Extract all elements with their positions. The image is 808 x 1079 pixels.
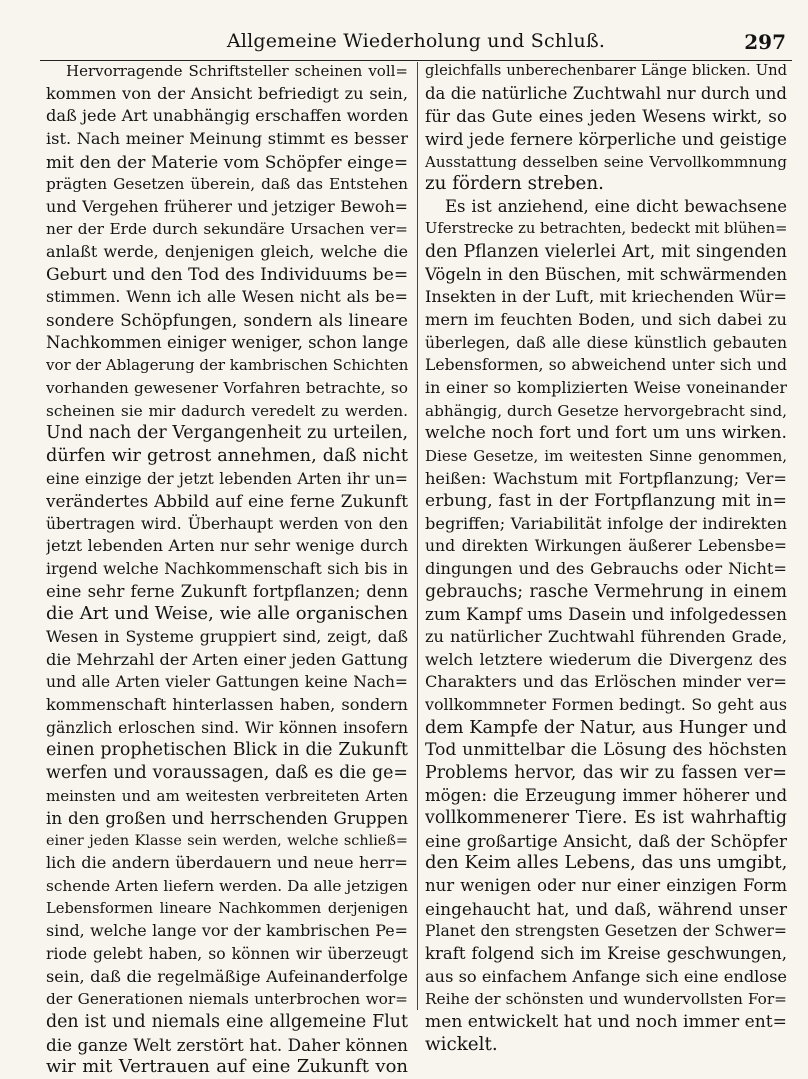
text-line: Es ist anziehend, eine dicht bewachsene	[445, 196, 787, 216]
text-line: den ist und niemals eine allgemeine Flut	[46, 1011, 408, 1032]
text-line: begriffen; Variabilität infolge der indirekten	[425, 513, 787, 533]
text-line: Diese Gesetze, im weitesten Sinne genommen,	[425, 446, 787, 465]
text-line: in einer so komplizierten Weise voneinander	[425, 377, 787, 397]
text-line: ner der Erde durch sekundäre Ursachen ver=	[46, 220, 408, 239]
text-line: stimmen. Wenn ich alle Wesen nicht als be=	[46, 287, 408, 307]
text-line: der Generationen niemals unterbrochen wor=	[46, 990, 408, 1009]
text-line: den Pflanzen vielerlei Art, mit singenden	[425, 242, 787, 263]
text-line: und alle Arten vieler Gattungen keine Nach=	[46, 673, 408, 692]
text-line: lich die andern überdauern und neue herr=	[46, 853, 408, 873]
text-line: Lebensformen lineare Nachkommen derjenigen	[46, 899, 408, 917]
text-line: prägten Gesetzen überein, daß das Entstehen	[46, 175, 408, 194]
text-line: die Mehrzahl der Arten einer jeden Gattung	[46, 649, 408, 669]
text-line: Und nach der Vergangenheit zu urteilen,	[46, 423, 408, 444]
text-line: wickelt.	[425, 1033, 498, 1055]
text-line: die Art und Weise, wie alle organischen	[46, 603, 408, 625]
text-line: eine sehr ferne Zukunft fortpflanzen; denn	[46, 581, 408, 601]
text-line: kraft folgend sich im Kreise geschwungen,	[425, 943, 787, 963]
text-line: einen prophetischen Blick in die Zukunft	[46, 740, 408, 761]
text-line: da die natürliche Zuchtwahl nur durch und	[425, 83, 787, 103]
text-line: daß jede Art unabhängig erschaffen worden	[46, 106, 408, 126]
text-line: erbung, fast in der Fortpflanzung mit in=	[425, 491, 787, 512]
text-line: wir mit Vertrauen auf eine Zukunft von	[46, 1056, 408, 1078]
text-line: und direkten Wirkungen äußerer Lebensbe=	[425, 537, 787, 556]
text-line: schende Arten liefern werden. Da alle jetzigen	[46, 877, 408, 896]
text-line: kommenschaft hinterlassen haben, sondern	[46, 694, 408, 714]
column-divider	[417, 62, 418, 1010]
text-line: vor der Ablagerung der kambrischen Schichten	[46, 356, 408, 375]
left-text-column	[46, 60, 408, 1079]
text-line: eine großartige Ansicht, daß der Schöpfer	[425, 830, 787, 851]
text-line: einer jeden Klasse sein werden, welche schließ=	[46, 832, 408, 849]
running-title: Allgemeine Wiederholung und Schluß.	[226, 30, 606, 52]
text-line: scheinen sie mir dadurch veredelt zu werden.	[46, 401, 408, 420]
text-line: Tod unmittelbar die Lösung des höchsten	[425, 740, 787, 761]
text-line: Nachkommen einiger weniger, schon lange	[46, 332, 408, 352]
text-line: nur wenigen oder nur einer einzigen Form	[425, 876, 787, 896]
text-line: Ausstattung desselben seine Vervollkommnung	[425, 152, 787, 171]
text-line: Vögeln in den Büschen, mit schwärmenden	[425, 264, 787, 284]
text-line: eine einzige der jetzt lebenden Arten ihr un=	[46, 469, 408, 488]
text-line: welch letztere wiederum die Divergenz des	[425, 649, 787, 669]
text-line: die ganze Welt zerstört hat. Daher können	[46, 1034, 408, 1055]
text-line: heißen: Wachstum mit Fortpflanzung; Ver=	[425, 468, 787, 488]
page-number: 297	[744, 30, 786, 54]
text-line: Lebensformen, so abweichend unter sich und	[425, 356, 787, 375]
text-line: dürfen wir getrost annehmen, daß nicht	[46, 445, 408, 466]
text-line: Problems hervor, das wir zu fassen ver=	[425, 762, 787, 783]
text-line: dem Kampfe der Natur, aus Hunger und	[425, 717, 787, 738]
text-line: zum Kampf ums Dasein und infolgedessen	[425, 604, 787, 625]
text-line: irgend welche Nachkommenschaft sich bis in	[46, 560, 408, 579]
text-line: welche noch fort und fort um uns wirken.	[425, 423, 787, 444]
text-line: riode gelebt haben, so können wir überzeugt	[46, 944, 408, 963]
text-line: gänzlich erloschen sind. Wir können insofern	[46, 718, 408, 737]
text-line: verändertes Abbild auf eine ferne Zukunft	[46, 491, 408, 512]
page-header	[40, 26, 792, 61]
text-line: wird jede fernere körperliche und geistige	[425, 128, 787, 149]
text-line: jetzt lebenden Arten nur sehr wenige durch	[46, 536, 408, 556]
text-line: sein, daß die regelmäßige Aufeinanderfolge	[46, 966, 408, 986]
text-line: überlegen, daß alle diese künstlich gebauten	[425, 333, 787, 352]
text-line: mern im feuchten Boden, und sich dabei zu	[425, 310, 787, 330]
text-line: sind, welche lange vor der kambrischen Pe=	[46, 921, 408, 941]
text-line: zu fördern streben.	[425, 173, 604, 195]
text-line: zu natürlicher Zuchtwahl führenden Grade,	[425, 627, 787, 647]
text-line: vorhanden gewesener Vorfahren betrachte, so	[46, 378, 408, 397]
text-line: mit den der Materie vom Schöpfer einge=	[46, 151, 408, 172]
text-line: gebrauchs; rasche Vermehrung in einem	[425, 581, 787, 602]
text-line: Wesen in Systeme gruppiert sind, zeigt, daß	[46, 627, 408, 647]
text-line: meinsten und am weitesten verbreiteten Arten	[46, 786, 408, 805]
text-line: den Keim alles Lebens, das uns umgibt,	[425, 852, 787, 874]
text-line: kommen von der Ansicht befriedigt zu sein,	[46, 83, 408, 103]
right-text-column	[425, 60, 787, 1056]
text-line: Hervorragende Schriftsteller scheinen voll=	[66, 62, 408, 80]
text-line: und Vergehen früherer und jetziger Bewoh=	[46, 196, 408, 216]
text-line: Planet den strengsten Gesetzen der Schwer=	[425, 922, 787, 941]
text-line: Geburt und den Tod des Individuums be=	[46, 264, 408, 285]
text-line: werfen und voraussagen, daß es die ge=	[46, 762, 408, 783]
text-line: vollkommenerer Tiere. Es ist wahrhaftig	[425, 808, 787, 829]
text-line: für das Gute eines jeden Wesens wirkt, so	[425, 106, 787, 127]
text-line: übertragen wird. Überhaupt werden von den	[46, 514, 408, 533]
text-line: men entwickelt hat und noch immer ent=	[425, 1011, 787, 1032]
text-line: mögen: die Erzeugung immer höherer und	[425, 785, 787, 805]
text-line: abhängig, durch Gesetze hervorgebracht sind,	[425, 401, 787, 420]
text-line: eingehaucht hat, und daß, während unser	[425, 898, 787, 919]
text-line: Reihe der schönsten und wundervollsten For=	[425, 990, 787, 1009]
text-line: aus so einfachem Anfange sich eine endlose	[425, 966, 787, 986]
text-line: anlaßt werde, denjenigen gleich, welche die	[46, 242, 408, 262]
text-line: gleichfalls unberechenbarer Länge blicken. Und	[425, 62, 787, 79]
text-line: in den großen und herrschenden Gruppen	[46, 808, 408, 829]
text-line: ist. Nach meiner Meinung stimmt es besser	[46, 128, 408, 148]
text-line: Uferstrecke zu betrachten, bedeckt mit blühen=	[425, 220, 787, 238]
text-line: vollkommneter Formen bedingt. So geht aus	[425, 694, 787, 714]
text-line: dingungen und des Gebrauchs oder Nicht=	[425, 559, 787, 579]
text-line: Insekten in der Luft, mit kriechenden Wür=	[425, 287, 787, 307]
text-line: sondere Schöpfungen, sondern als lineare	[46, 310, 408, 331]
text-line: Charakters und das Erlöschen minder ver=	[425, 672, 787, 692]
